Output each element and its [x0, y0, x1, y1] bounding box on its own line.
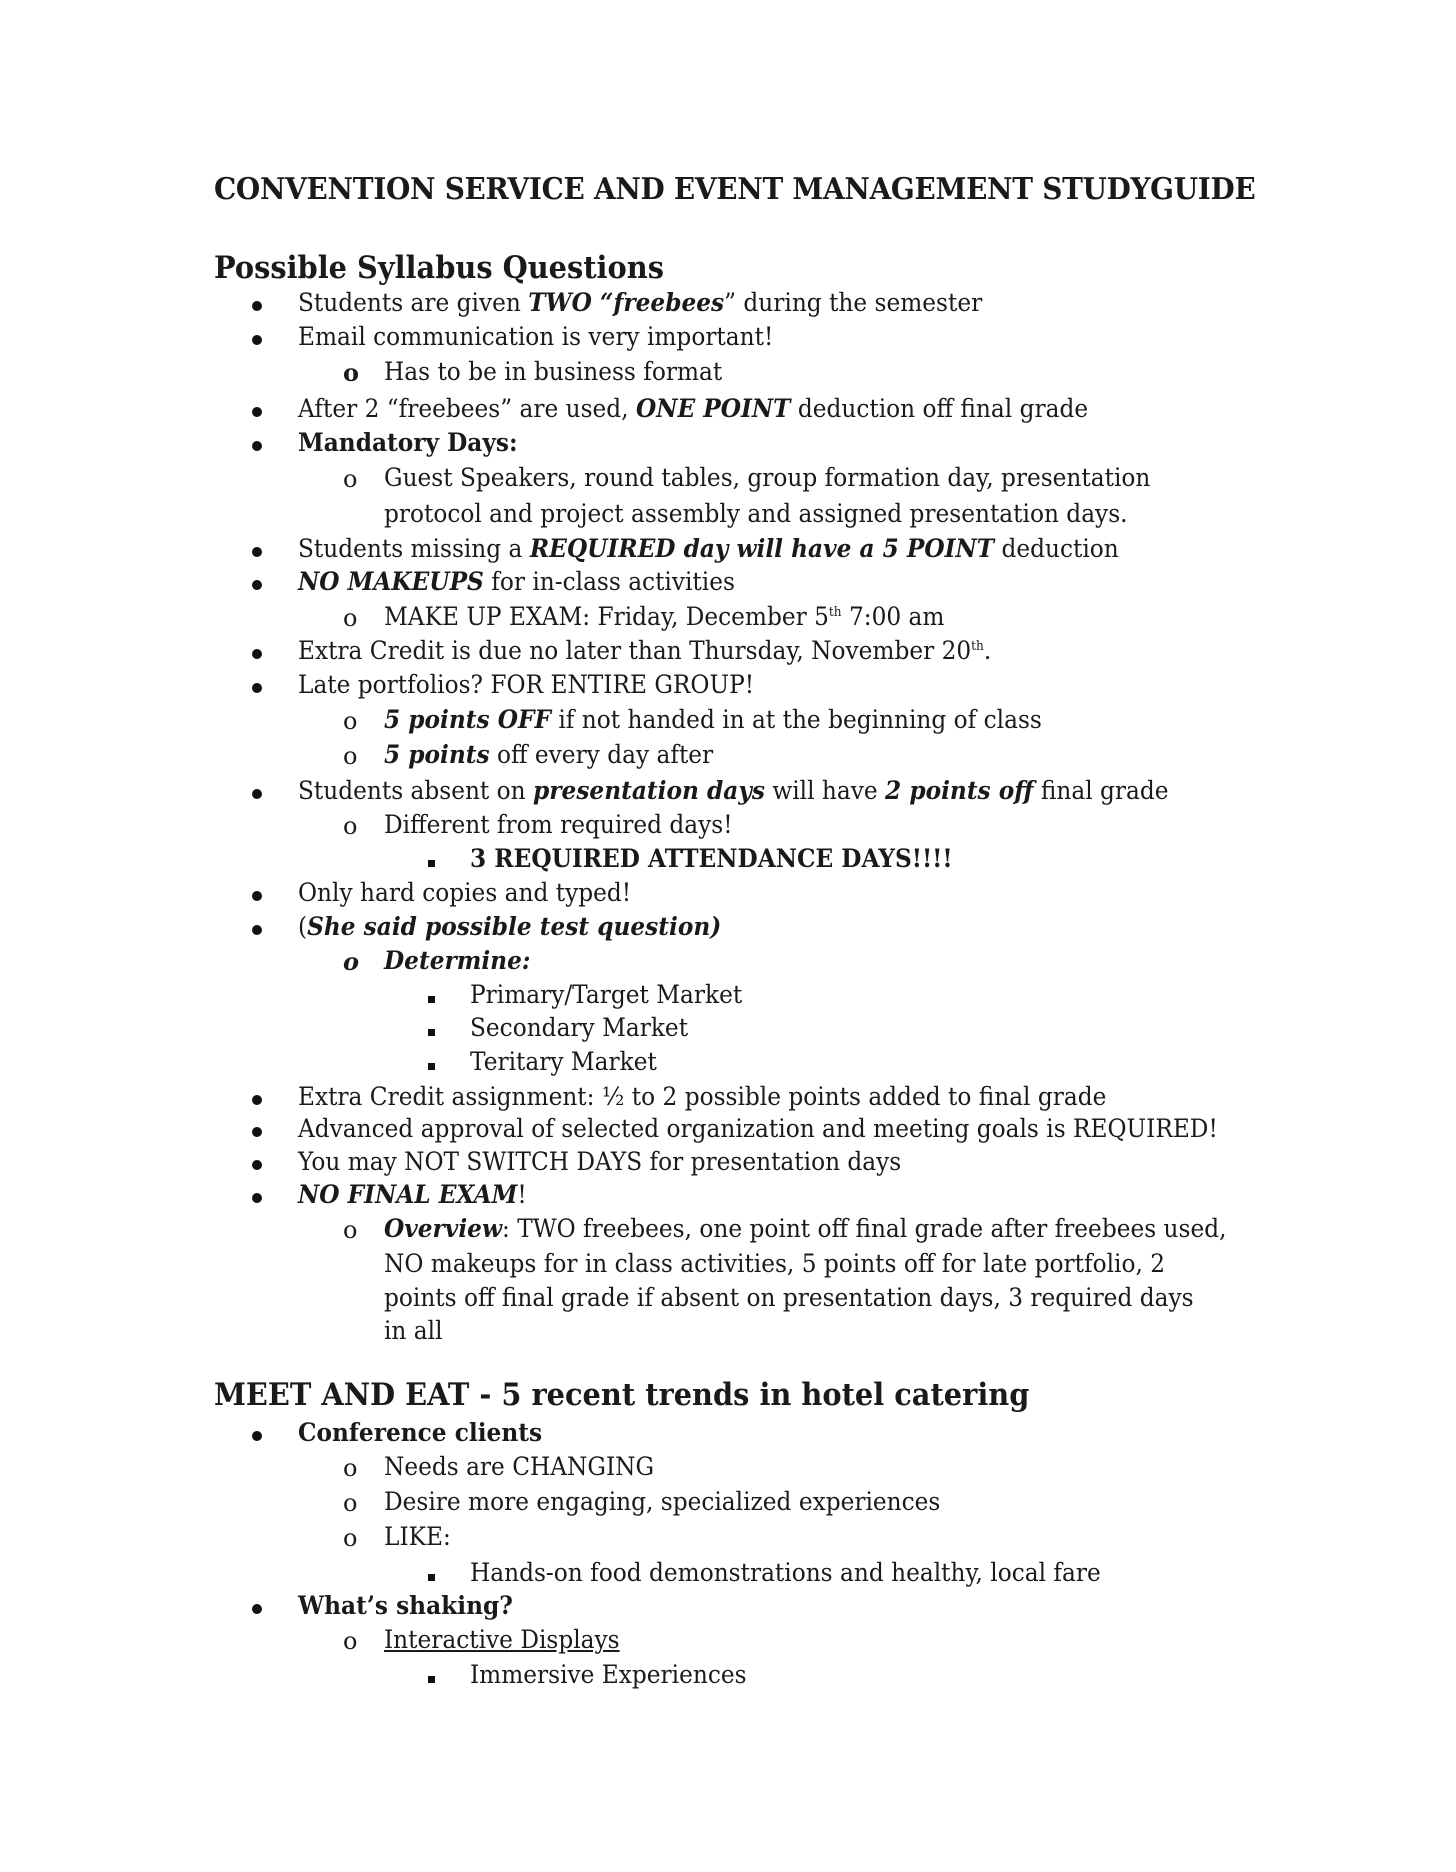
list-item: Immersive Experiences	[470, 1660, 747, 1689]
list-item: Guest Speakers, round tables, group formation day, presentation	[384, 463, 1151, 492]
document-title: CONVENTION SERVICE AND EVENT MANAGEMENT STUDYGUIDE	[214, 172, 1256, 207]
list-item: Determine:	[384, 946, 531, 975]
list-item: Students are given TWO “freebees” during the semester	[298, 288, 983, 317]
list-item: MAKE UP EXAM: Friday, December 5th 7:00 am	[384, 602, 945, 631]
list-item: Interactive Displays	[384, 1625, 620, 1654]
bullet-icon	[252, 1112, 262, 1146]
circle-bullet-icon: o	[343, 947, 360, 976]
list-item: What’s shaking?	[298, 1591, 513, 1620]
bullet-icon	[252, 286, 262, 320]
list-item-continuation: NO makeups for in class activities, 5 points off for late portfolio, 2	[384, 1249, 1166, 1278]
list-item: Desire more engaging, specialized experiences	[384, 1487, 941, 1516]
list-item: Mandatory Days:	[298, 428, 518, 457]
bullet-icon	[252, 1589, 262, 1623]
list-item: Extra Credit assignment: ½ to 2 possible points added to final grade	[298, 1082, 1107, 1111]
circle-bullet-icon: o	[343, 1627, 358, 1655]
bullet-icon	[252, 910, 262, 944]
bullet-icon	[252, 1416, 262, 1450]
list-item: 5 points off every day after	[384, 740, 714, 769]
circle-bullet-icon: o	[343, 707, 358, 735]
list-item: 3 REQUIRED ATTENDANCE DAYS!!!!	[470, 844, 953, 873]
list-item: Teritary Market	[470, 1047, 657, 1076]
circle-bullet-icon: o	[343, 1454, 358, 1482]
list-item: Extra Credit is due no later than Thursday, November 20th.	[298, 636, 992, 665]
bullet-icon	[252, 426, 262, 460]
bullet-icon	[252, 1080, 262, 1114]
bullet-icon	[252, 876, 262, 910]
list-item: LIKE:	[384, 1522, 451, 1551]
list-item: After 2 “freebees” are used, ONE POINT deduction off final grade	[298, 394, 1089, 423]
bullet-icon	[252, 392, 262, 426]
list-item: Email communication is very important!	[298, 322, 774, 351]
list-item: Different from required days!	[384, 810, 733, 839]
list-item: Students missing a REQUIRED day will have a 5 POINT deduction	[298, 534, 1119, 563]
list-item-continuation: points off final grade if absent on presentation days, 3 required days	[384, 1283, 1194, 1312]
circle-bullet-icon: o	[343, 358, 360, 387]
bullet-icon	[252, 565, 262, 599]
square-bullet-icon	[428, 1556, 435, 1590]
list-item: Overview: TWO freebees, one point off final grade after freebees used,	[384, 1214, 1227, 1243]
circle-bullet-icon: o	[343, 1489, 358, 1517]
list-item-continuation: protocol and project assembly and assigned presentation days.	[384, 499, 1128, 528]
list-item-continuation: in all	[384, 1316, 443, 1345]
circle-bullet-icon: o	[343, 742, 358, 770]
section-heading-meet-and-eat: MEET AND EAT - 5 recent trends in hotel catering	[214, 1377, 1030, 1413]
list-item: You may NOT SWITCH DAYS for presentation days	[298, 1147, 902, 1176]
square-bullet-icon	[428, 842, 435, 876]
bullet-icon	[252, 320, 262, 354]
bullet-icon	[252, 634, 262, 668]
section-heading-syllabus: Possible Syllabus Questions	[214, 250, 664, 286]
list-item: Students absent on presentation days will have 2 points off final grade	[298, 776, 1169, 805]
bullet-icon	[252, 668, 262, 702]
square-bullet-icon	[428, 1011, 435, 1045]
list-item: Has to be in business format	[384, 357, 723, 386]
bullet-icon	[252, 1178, 262, 1212]
list-item: Hands-on food demonstrations and healthy, local fare	[470, 1558, 1101, 1587]
bullet-icon	[252, 1145, 262, 1179]
list-item: Only hard copies and typed!	[298, 878, 632, 907]
square-bullet-icon	[428, 1658, 435, 1692]
list-item: NO FINAL EXAM!	[298, 1180, 527, 1209]
list-item: Secondary Market	[470, 1013, 689, 1042]
list-item: NO MAKEUPS for in-class activities	[298, 567, 735, 596]
circle-bullet-icon: o	[343, 465, 358, 493]
list-item: Late portfolios? FOR ENTIRE GROUP!	[298, 670, 755, 699]
list-item: Conference clients	[298, 1418, 543, 1447]
list-item: Needs are CHANGING	[384, 1452, 655, 1481]
bullet-icon	[252, 774, 262, 808]
list-item: Advanced approval of selected organization and meeting goals is REQUIRED!	[298, 1114, 1218, 1143]
circle-bullet-icon: o	[343, 604, 358, 632]
list-item: (She said possible test question)	[298, 912, 722, 941]
square-bullet-icon	[428, 1045, 435, 1079]
list-item: 5 points OFF if not handed in at the beginning of class	[384, 705, 1042, 734]
circle-bullet-icon: o	[343, 1216, 358, 1244]
circle-bullet-icon: o	[343, 1524, 358, 1552]
square-bullet-icon	[428, 978, 435, 1012]
list-item: Primary/Target Market	[470, 980, 743, 1009]
bullet-icon	[252, 532, 262, 566]
circle-bullet-icon: o	[343, 812, 358, 840]
